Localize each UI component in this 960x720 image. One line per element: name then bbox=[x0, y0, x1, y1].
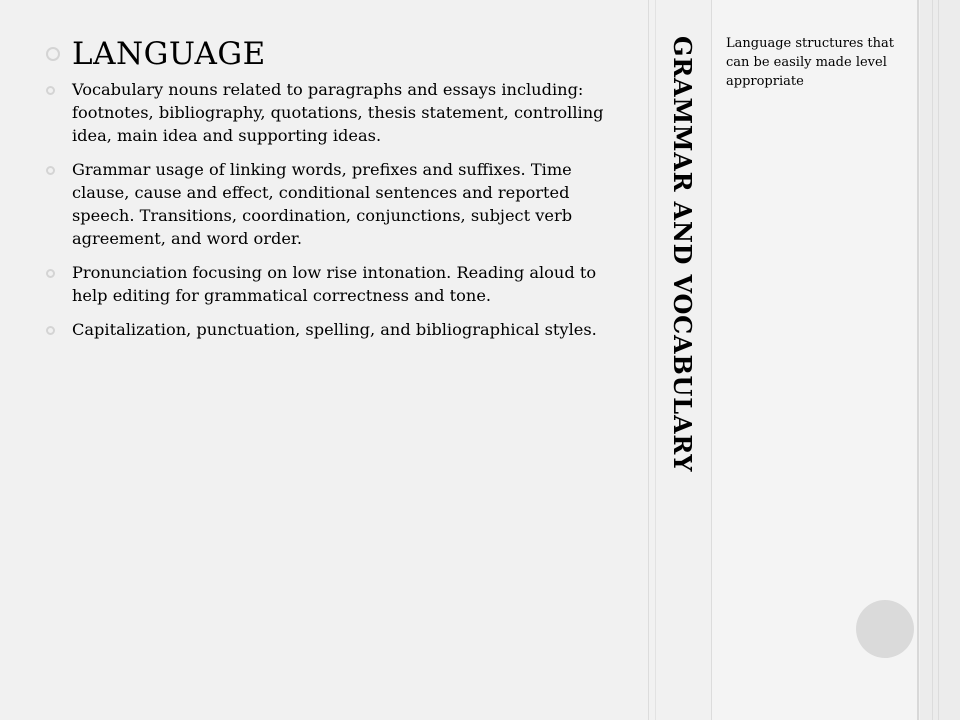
list-item bbox=[46, 158, 626, 250]
circle-bullet-icon bbox=[46, 269, 55, 278]
divider-line bbox=[711, 0, 712, 720]
list-item bbox=[46, 318, 626, 341]
main-bullet-row bbox=[46, 34, 626, 74]
divider-line bbox=[917, 0, 919, 720]
divider-line bbox=[938, 0, 939, 720]
slide-content bbox=[46, 34, 626, 352]
divider-line bbox=[932, 0, 933, 720]
right-strip bbox=[920, 0, 960, 720]
circle-bullet-icon bbox=[46, 326, 55, 335]
circle-bullet-icon bbox=[46, 86, 55, 95]
list-item-text: Capitalization, punctuation, spelling, and bibliographical styles. bbox=[72, 320, 597, 339]
list-item-text: Pronunciation focusing on low rise intonation. Reading aloud to help editing for grammatical correctness and tone. bbox=[72, 263, 597, 305]
vertical-slide-title: GRAMMAR AND VOCABULARY bbox=[668, 36, 697, 473]
circle-bullet-icon bbox=[46, 166, 55, 175]
list-item-text: Vocabulary nouns related to paragraphs and essays including: footnotes, bibliography, quotations, thesis statement, controlling idea, main idea and supporting ideas. bbox=[72, 80, 604, 145]
divider-line bbox=[655, 0, 656, 720]
slide-heading: LANGUAGE bbox=[72, 36, 266, 72]
list-item-text: Grammar usage of linking words, prefixes and suffixes. Time clause, cause and effect, conditional sentences and reported speech. Transitions, coordination, conjunctions, subject verb agreement, and word order. bbox=[72, 160, 573, 248]
list-item bbox=[46, 78, 626, 147]
list-item bbox=[46, 261, 626, 307]
decorative-circle bbox=[856, 600, 914, 658]
side-note: Language structures that can be easily made level appropriate bbox=[726, 36, 894, 89]
bullet-list bbox=[46, 78, 626, 341]
divider-line bbox=[648, 0, 649, 720]
circle-bullet-icon bbox=[46, 47, 60, 61]
